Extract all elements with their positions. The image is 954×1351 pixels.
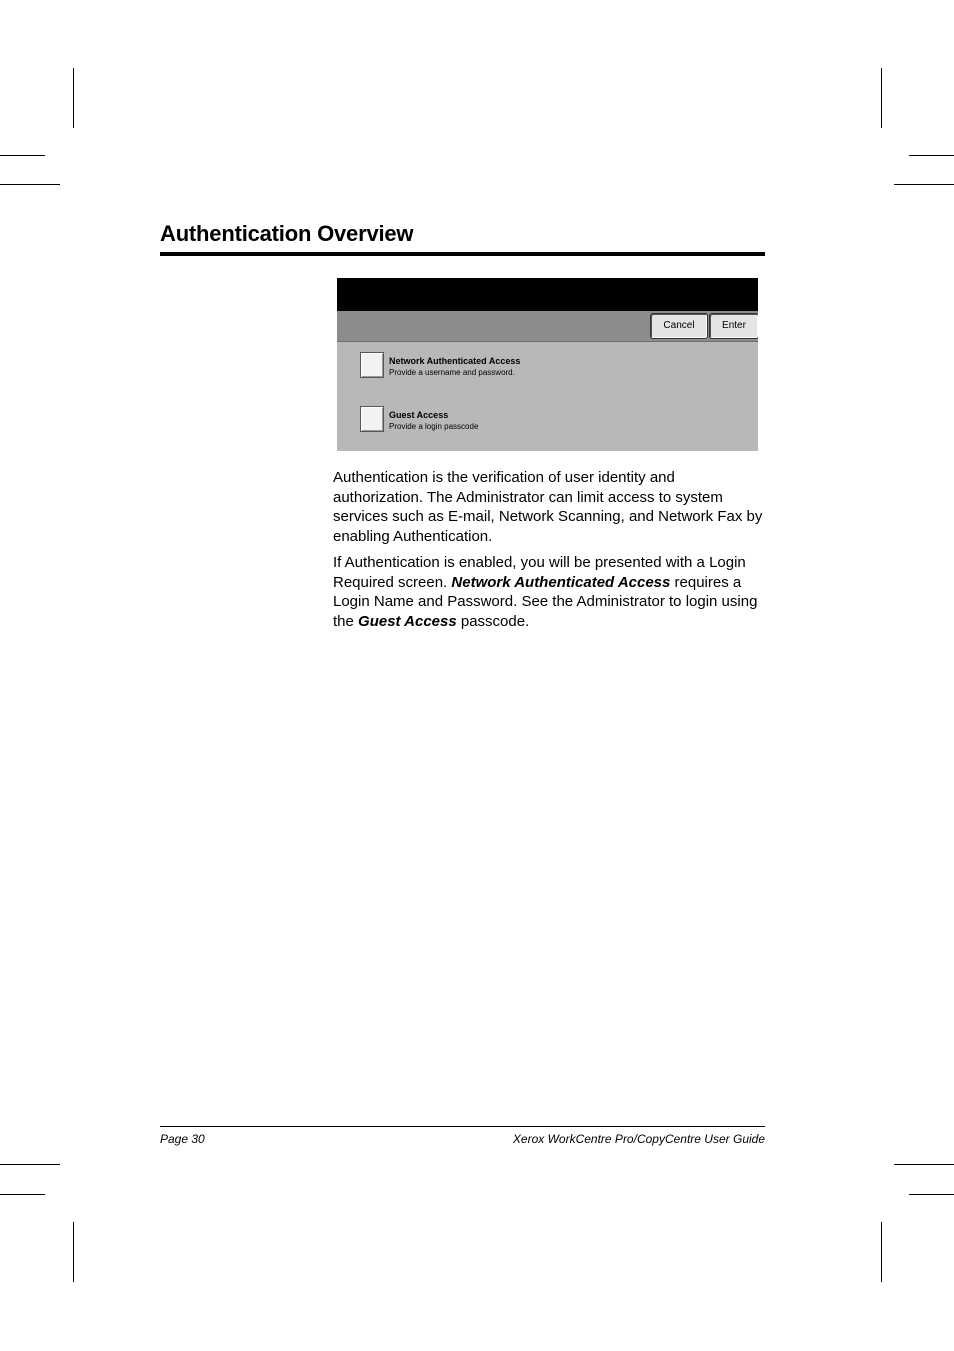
crop-mark	[0, 1164, 60, 1165]
guest-access-emphasis: Guest Access	[358, 612, 457, 630]
heading-rule	[160, 252, 765, 256]
page-title: Authentication Overview	[160, 221, 414, 246]
screen-toolbar	[337, 311, 758, 342]
crop-mark	[0, 155, 45, 156]
network-access-subtitle: Provide a username and password.	[389, 368, 515, 377]
guest-access-subtitle: Provide a login passcode	[389, 422, 479, 431]
login-screen-image	[337, 278, 758, 451]
screen-titlebar	[337, 278, 758, 311]
page-number: Page 30	[160, 1132, 205, 1146]
guest-access-option-button[interactable]	[360, 406, 384, 432]
intro-paragraph: Authentication is the verification of user identity and authorization. The Administrator can limit access to system services such as E-mail, Network Scanning, and Network Fax by enabling Authentication.	[333, 469, 763, 545]
guide-title: Xerox WorkCentre Pro/CopyCentre User Guide	[512, 1132, 765, 1146]
cancel-button[interactable]: Cancel	[650, 313, 708, 339]
crop-mark	[894, 1164, 954, 1165]
login-paragraph	[333, 553, 767, 631]
crop-mark	[0, 1194, 45, 1195]
network-access-title: Network Authenticated Access	[389, 356, 521, 366]
login-text-part: requires a Login Name and Password. See the Administrator to login using the	[333, 573, 758, 630]
crop-mark	[881, 68, 882, 128]
enter-button[interactable]: Enter	[709, 313, 758, 339]
network-access-emphasis: Network Authenticated Access	[451, 573, 671, 591]
crop-mark	[881, 1222, 882, 1282]
login-text-part: If Authentication is enabled, you will be presented with a Login Required screen.	[333, 554, 746, 591]
crop-mark	[909, 155, 954, 156]
login-text-part: passcode.	[456, 612, 530, 630]
footer-rule	[160, 1126, 765, 1127]
network-access-option-button[interactable]	[360, 352, 384, 378]
crop-mark	[894, 184, 954, 185]
guest-access-title: Guest Access	[389, 410, 449, 420]
crop-mark	[73, 68, 74, 128]
crop-mark	[73, 1222, 74, 1282]
crop-mark	[909, 1194, 954, 1195]
crop-mark	[0, 184, 60, 185]
